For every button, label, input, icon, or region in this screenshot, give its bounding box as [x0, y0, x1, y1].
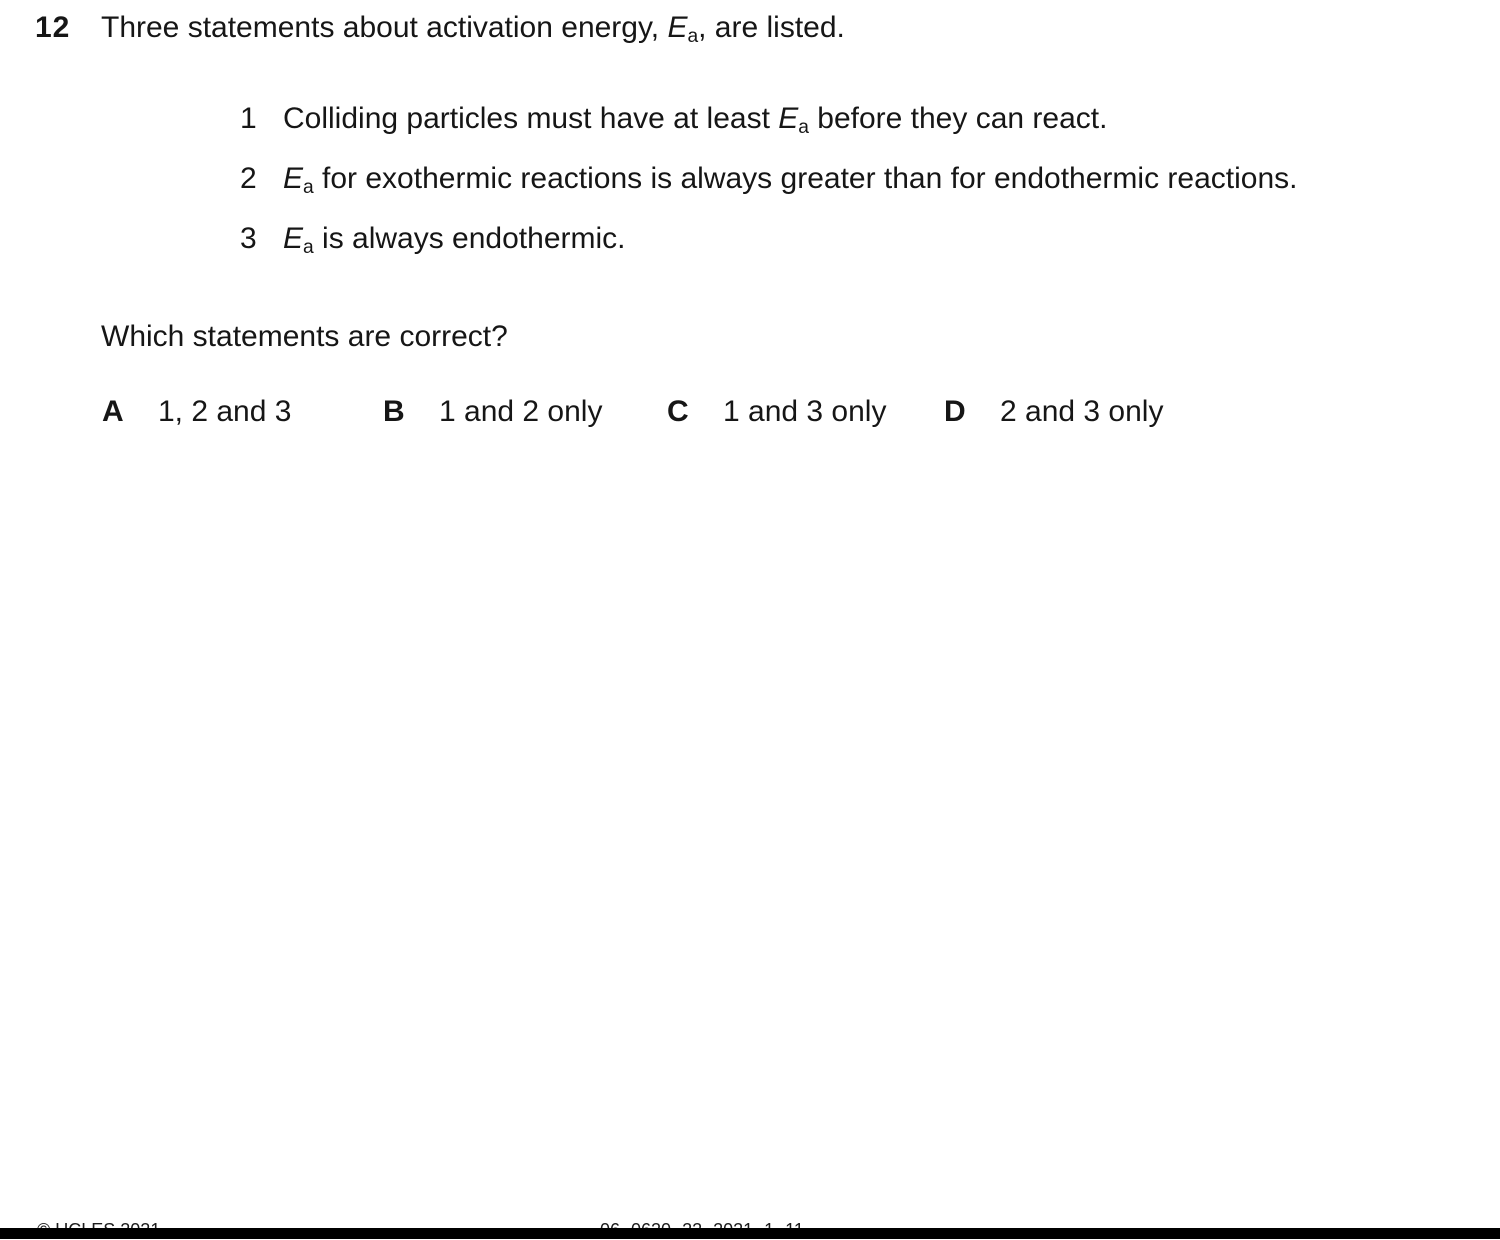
activation-energy-subscript: a [303, 237, 314, 259]
option-b-letter: B [383, 395, 405, 428]
option-a-letter: A [102, 395, 124, 428]
activation-energy-subscript: a [303, 177, 314, 199]
statement-3-number: 3 [240, 222, 257, 255]
answer-option-d [944, 397, 1163, 427]
stem-text-pre: Three statements about activation energy, [101, 11, 668, 44]
statement-1-post: before they can react. [808, 102, 1108, 135]
option-c-text: 1 and 3 only [723, 395, 887, 428]
statement-list [240, 104, 1297, 284]
question-stem [101, 11, 845, 48]
bottom-black-bar [0, 1228, 1500, 1239]
statement-3-text [283, 222, 626, 259]
activation-energy-subscript: a [798, 117, 809, 139]
statement-1 [240, 104, 1297, 164]
option-d-text: 2 and 3 only [1000, 395, 1164, 428]
option-c-letter: C [667, 395, 689, 428]
statement-1-number: 1 [240, 102, 257, 135]
option-b-text: 1 and 2 only [439, 395, 603, 428]
statement-3 [240, 224, 1297, 284]
statement-3-post: is always endothermic. [313, 222, 626, 255]
answer-option-b [383, 397, 602, 427]
statement-1-text [283, 102, 1108, 139]
activation-energy-symbol: E [778, 102, 799, 135]
question-prompt: Which statements are correct? [101, 320, 508, 353]
activation-energy-symbol: E [283, 162, 304, 195]
activation-energy-symbol: E [667, 11, 688, 44]
answer-option-a [102, 397, 291, 427]
activation-energy-symbol: E [283, 222, 304, 255]
statement-2-number: 2 [240, 162, 257, 195]
stem-text-post: , are listed. [698, 11, 845, 44]
question-number: 12 [35, 11, 71, 44]
option-a-text: 1, 2 and 3 [158, 395, 292, 428]
statement-2-post: for exothermic reactions is always greater than for endothermic reactions. [313, 162, 1298, 195]
statement-2-text [283, 162, 1298, 199]
answer-option-c [667, 397, 886, 427]
option-d-letter: D [944, 395, 966, 428]
statement-2 [240, 164, 1297, 224]
statement-1-pre: Colliding particles must have at least [283, 102, 779, 135]
activation-energy-subscript: a [687, 26, 699, 48]
